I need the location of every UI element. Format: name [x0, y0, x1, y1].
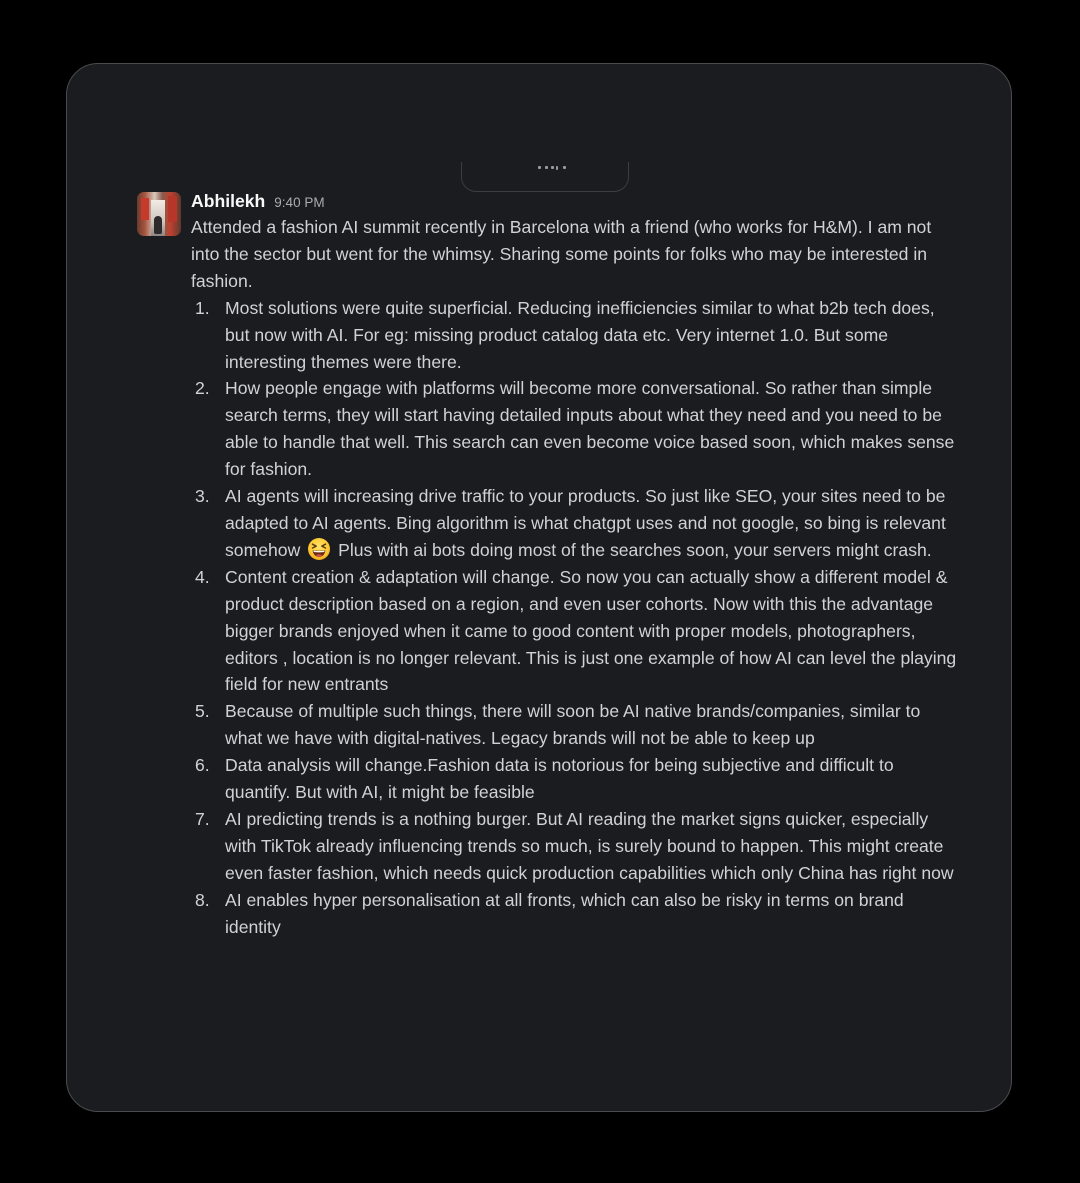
list-item-number: 2.: [195, 378, 210, 399]
list-item-text: AI enables hyper personalisation at all fronts, which can also be risky in terms on brand identity: [225, 889, 904, 937]
list-item-text: How people engage with platforms will become more conversational. So rather than simple search terms, they will start having detailed inputs about what they need and you need to be able to handle that well. This search can even become voice based soon, which makes sense for fashion.: [225, 378, 955, 480]
list-item: [191, 752, 961, 806]
avatar[interactable]: [137, 192, 181, 236]
list-item-text: AI predicting trends is a nothing burger. But AI reading the market signs quicker, especially with TikTok already influencing trends so much, is surely bound to happen. This might create even faster fashion, which needs quick production capabilities which only China has right now: [225, 808, 954, 883]
message: [191, 188, 961, 940]
list-item-text: Data analysis will change.Fashion data is notorious for being subjective and difficult to quantify. But with AI, it might be feasible: [225, 755, 894, 803]
list-item: [191, 483, 961, 564]
list-item-number: 1.: [195, 297, 210, 318]
list-item-text-after-emoji: Plus with ai bots doing most of the searches soon, your servers might crash.: [338, 539, 932, 560]
message-timestamp[interactable]: 9:40 PM: [274, 195, 325, 210]
message-intro: Attended a fashion AI summit recently in Barcelona with a friend (who works for H&M). I am not into the sector but went for the whimsy. Sharing some points for folks who may be interested in fashion.: [191, 217, 932, 291]
list-item-number: 7.: [195, 808, 210, 829]
list-item-number: 8.: [195, 889, 210, 910]
list-item-number: 3.: [195, 486, 210, 507]
message-card: [66, 63, 1012, 1112]
list-item: [191, 887, 961, 941]
points-list: [191, 295, 961, 941]
list-item-text-before-emoji: AI agents will increasing drive traffic to your products. So just like SEO, your sites need to be adapted to AI agents. Bing algorithm is what chatgpt uses and not google, so bing is relevant somehow: [225, 486, 946, 560]
list-item: [191, 806, 961, 887]
list-item-number: 6.: [195, 755, 210, 776]
date-divider-label-clipped: [534, 166, 568, 170]
list-item: [191, 698, 961, 752]
list-item-text: Content creation & adaptation will change. So now you can actually show a different model & product description based on a region, and even user cohorts. Now with this the advantage bigger brands enjoyed when it came to good content with proper models, photographers, editors , location is no longer relevant. This is just one example of how AI can level the playing field for new entrants: [225, 566, 957, 695]
author-name[interactable]: Abhilekh: [191, 191, 266, 211]
list-item-text: Because of multiple such things, there will soon be AI native brands/companies, similar to what we have with digital-natives. Legacy brands will not be able to keep up: [225, 701, 921, 749]
list-item: [191, 564, 961, 699]
message-header: [191, 188, 961, 214]
laughing-squinting-face-icon[interactable]: [307, 537, 331, 561]
list-item-number: 4.: [195, 566, 210, 587]
list-item: [191, 375, 961, 483]
list-item-number: 5.: [195, 701, 210, 722]
list-item-text: Most solutions were quite superficial. Reducing inefficiencies similar to what b2b tech does, but now with AI. For eg: missing product catalog data etc. Very internet 1.0. But some interesting themes were there.: [225, 297, 935, 372]
list-item: [191, 295, 961, 376]
